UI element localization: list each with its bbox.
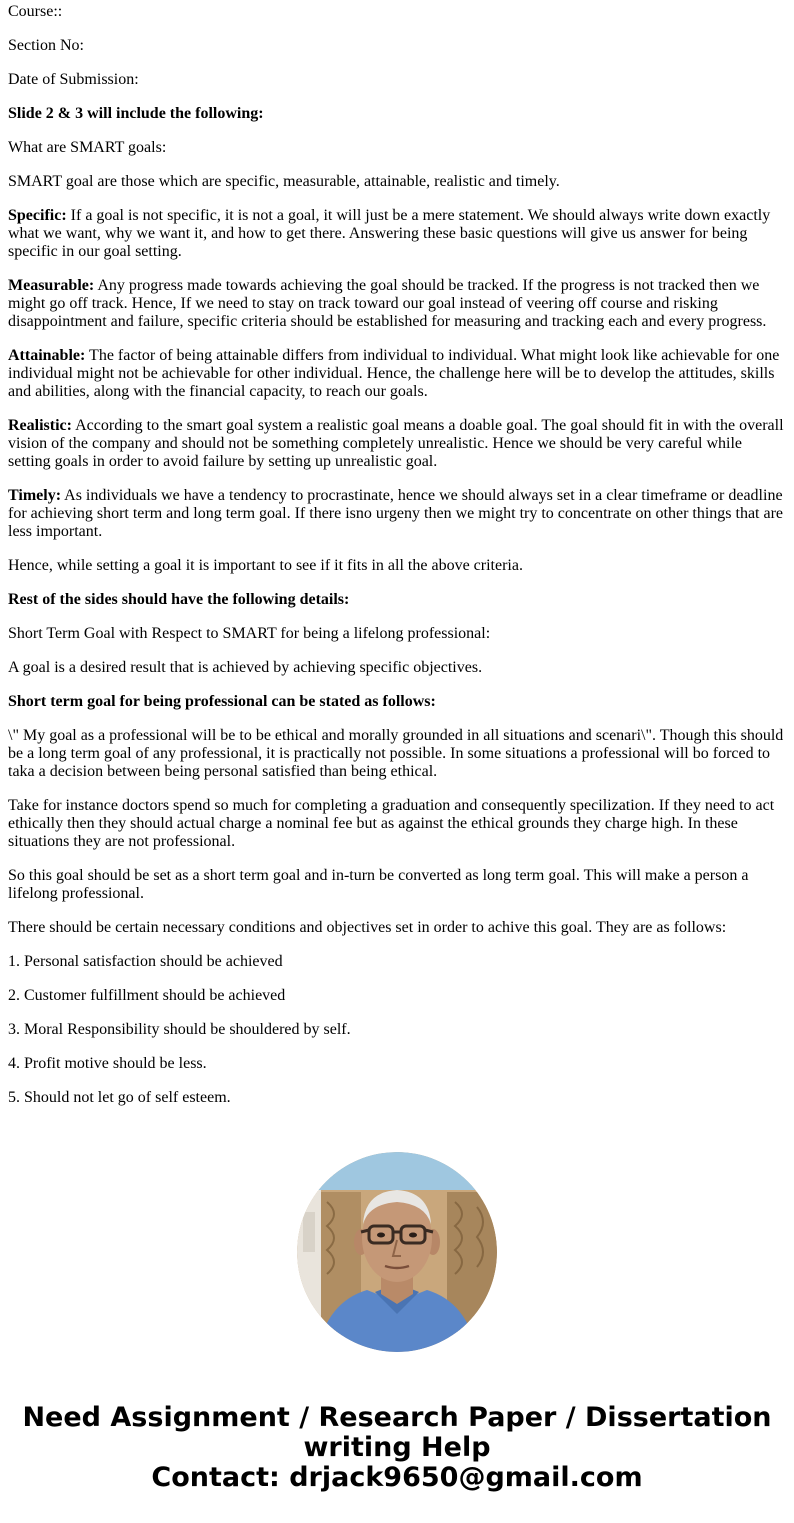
criterion-text: As individuals we have a tendency to procrastinate, hence we should always set in a clear timeframe or deadline for achieving short term and long term goal. If there isno urgeny then we might try to concentrate on other things that are less important.	[8, 487, 784, 540]
promo-line: writing Help	[303, 1432, 491, 1463]
smart-definition: SMART goal are those which are specific, measurable, attainable, realistic and timely.	[8, 173, 560, 190]
author-avatar	[297, 1152, 497, 1352]
author-portrait-image	[297, 1152, 497, 1352]
promo-contact: Contact: drjack9650@gmail.com	[151, 1462, 643, 1493]
criterion-specific	[8, 207, 786, 261]
objective-item: 2. Customer fulfillment should be achieved	[8, 987, 286, 1004]
course-field: Course::	[8, 3, 63, 20]
section-field: Section No:	[8, 37, 84, 54]
objective-item: 5. Should not let go of self esteem.	[8, 1089, 231, 1106]
criterion-term: Measurable:	[8, 277, 95, 294]
smart-question: What are SMART goals:	[8, 139, 167, 156]
criterion-term: Realistic:	[8, 417, 72, 434]
goal-definition: A goal is a desired result that is achieved by achieving specific objectives.	[8, 659, 483, 676]
criterion-realistic	[8, 417, 786, 471]
rest-heading: Rest of the sides should have the following details:	[8, 591, 350, 608]
promo-line: Need Assignment / Research Paper / Dissertation	[22, 1402, 772, 1433]
document-body	[8, 3, 786, 1123]
criterion-text: If a goal is not specific, it is not a goal, it will just be a mere statement. We should always write down exactly what we want, why we want it, and how to get there. Answering these basic questions will give us answer for being specific in our goal setting.	[8, 207, 771, 260]
criterion-term: Specific:	[8, 207, 67, 224]
short-term-heading: Short term goal for being professional can be stated as follows:	[8, 693, 436, 710]
slides-heading: Slide 2 & 3 will include the following:	[8, 105, 264, 122]
paragraph: So this goal should be set as a short term goal and in-turn be converted as long term goal. This will make a person a lifelong professional.	[8, 867, 749, 902]
criterion-text: Any progress made towards achieving the goal should be tracked. If the progress is not tracked then we might go off track. Hence, If we need to stay on track toward our goal instead of veering off course and risking disappointment and failure, specific criteria should be established for measuring and tracking each and every progress.	[8, 277, 767, 330]
criterion-text: The factor of being attainable differs from individual to individual. What might look like achievable for one individual might not be achievable for other individual. Hence, the challenge here will be to develop the attitudes, skills and abilities, along with the financial capacity, to reach our goals.	[8, 347, 780, 400]
criterion-text: According to the smart goal system a realistic goal means a doable goal. The goal should fit in with the overall vision of the company and should not be something completely unrealistic. Hence we should be very careful while setting goals in order to avoid failure by setting up unrealistic goal.	[8, 417, 784, 470]
smart-conclusion: Hence, while setting a goal it is important to see if it fits in all the above criteria.	[8, 557, 523, 574]
date-field: Date of Submission:	[8, 71, 139, 88]
criterion-attainable	[8, 347, 786, 401]
paragraph: There should be certain necessary conditions and objectives set in order to achive this goal. They are as follows:	[8, 919, 727, 936]
short-term-intro: Short Term Goal with Respect to SMART for being a lifelong professional:	[8, 625, 491, 642]
objective-item: 3. Moral Responsibility should be shouldered by self.	[8, 1021, 351, 1038]
criterion-term: Timely:	[8, 487, 62, 504]
objective-item: 1. Personal satisfaction should be achieved	[8, 953, 283, 970]
criterion-timely	[8, 487, 786, 541]
paragraph: \" My goal as a professional will be to be ethical and morally grounded in all situations and scenari\". Though this should be a long term goal of any professional, it is practically not possible. In some situations a professional will bo forced to taka a decision between being personal satisfied than being ethical.	[8, 727, 784, 780]
criterion-term: Attainable:	[8, 347, 86, 364]
paragraph: Take for instance doctors spend so much for completing a graduation and consequently specilization. If they need to act ethically then they should actual charge a nominal fee but as against the ethical grounds they charge high. In these situations they are not professional.	[8, 797, 775, 850]
criterion-measurable	[8, 277, 786, 331]
objective-item: 4. Profit motive should be less.	[8, 1055, 207, 1072]
promo-banner	[0, 1403, 794, 1493]
